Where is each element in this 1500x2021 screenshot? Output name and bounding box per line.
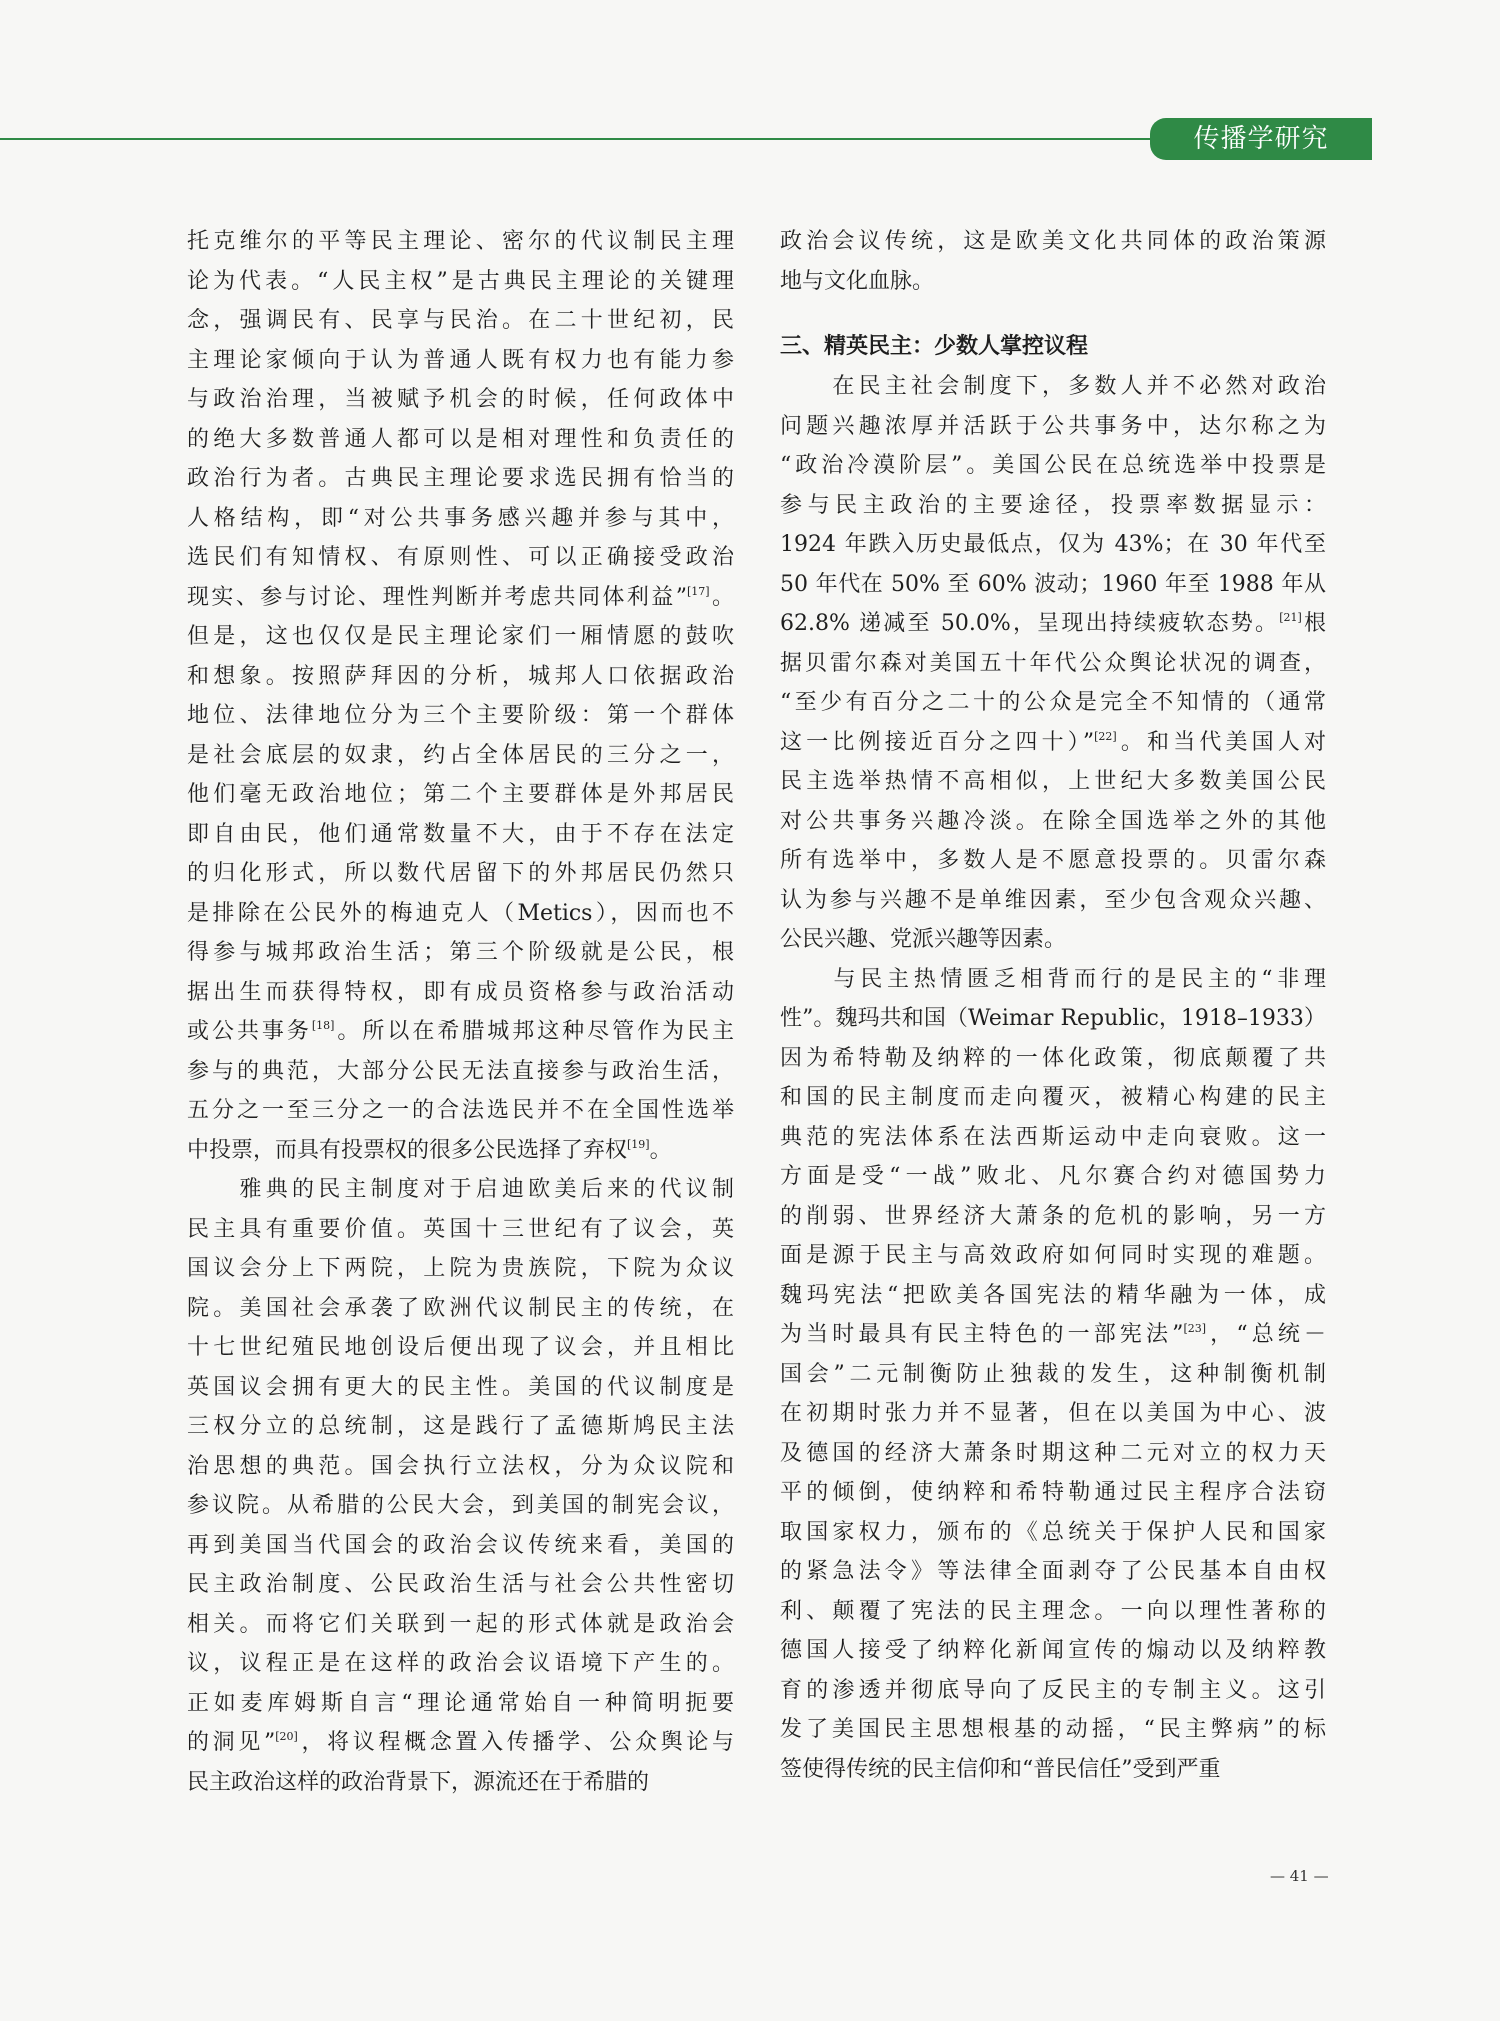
text-line: 国会”二元制衡防止独裁的发生，这种制衡机制 <box>780 1361 1326 1387</box>
text-line: 和想象。按照萨拜因的分析，城邦人口依据政治 <box>187 663 734 689</box>
text-line: 平的倾倒，使纳粹和希特勒通过民主程序合法窃 <box>780 1480 1326 1505</box>
text-line: 十七世纪殖民地创设后便出现了议会，并且相比 <box>187 1335 734 1360</box>
text-line: 的削弱、世界经济大萧条的危机的影响，另一方 <box>780 1203 1326 1229</box>
text-line: 英国议会拥有更大的民主性。美国的代议制度是 <box>187 1374 734 1400</box>
citation-marker: [17] <box>686 584 710 598</box>
text-line: 性”。魏玛共和国（Weimar Republic，1918–1933） <box>780 1006 1326 1031</box>
line-segment: 中投票，而具有投票权的很多公民选择了弃权 <box>187 1137 628 1163</box>
text-line: 民主具有重要价值。英国十三世纪有了议会，英 <box>187 1216 734 1242</box>
text-line <box>187 578 734 618</box>
header-rule <box>0 138 1164 140</box>
text-line: 托克维尔的平等民主理论、密尔的代议制民主理 <box>187 229 734 254</box>
line-segment: 这一比例接近百分之四十）” <box>780 729 1095 755</box>
text-line: “至少有百分之二十的公众是完全不知情的（通常 <box>780 690 1326 715</box>
text-line: 问题兴趣浓厚并活跃于公共事务中，达尔称之为 <box>780 413 1326 439</box>
citation-marker: [22] <box>1094 729 1117 743</box>
text-line: 选民们有知情权、有原则性、可以正确接受政治 <box>187 545 734 570</box>
text-line: 1924 年跌入历史最低点，仅为 43%；在 30 年代至 <box>780 532 1326 557</box>
text-line: 但是，这也仅仅是民主理论家们一厢情愿的鼓吹 <box>187 624 734 649</box>
citation-marker: [20] <box>275 1730 298 1743</box>
left-column <box>187 222 734 1802</box>
left-column-body <box>187 222 734 1802</box>
right-column <box>780 222 1326 1789</box>
text-line: 三权分立的总统制，这是践行了孟德斯鸠民主法 <box>187 1414 734 1439</box>
text-line: 取国家权力，颁布的《总统关于保护人民和国家 <box>780 1519 1326 1545</box>
line-segment: 62.8% 递减至 50.0%，呈现出持续疲软态势。 <box>780 611 1280 636</box>
text-line: 政治会议传统，这是欧美文化共同体的政治策源 <box>780 229 1326 254</box>
line-segment: 。 <box>709 584 734 610</box>
line-segment: 。和当代美国人对 <box>1116 729 1326 755</box>
text-line: 人格结构，即“对公共事务感兴趣并参与其中， <box>187 505 734 531</box>
text-line: 利、颠覆了宪法的民主理念。一向以理性著称的 <box>780 1598 1326 1624</box>
text-line: 的绝大多数普通人都可以是相对理性和负责任的 <box>187 426 734 452</box>
line-segment: 现实、参与讨论、理性判断并考虑共同体利益” <box>187 584 687 610</box>
text-line: 因为希特勒及纳粹的一体化政策，彻底颠覆了共 <box>780 1045 1326 1071</box>
text-line: 地位、法律地位分为三个主要阶级：第一个群体 <box>187 703 734 728</box>
text-line <box>187 1723 734 1763</box>
text-line: 德国人接受了纳粹化新闻宣传的煽动以及纳粹教 <box>780 1638 1326 1663</box>
section-tag: 传播学研究 <box>1150 118 1372 160</box>
text-line: 的紧急法令》等法律全面剥夺了公民基本自由权 <box>780 1559 1326 1584</box>
text-line: 五分之一至三分之一的合法选民并不在全国性选举 <box>187 1098 734 1123</box>
text-line: 发了美国民主思想根基的动摇，“民主弊病”的标 <box>780 1717 1326 1742</box>
text-line: 他们毫无政治地位；第二个主要群体是外邦居民 <box>187 782 734 807</box>
text-line <box>187 1012 734 1052</box>
line-segment: 或公共事务 <box>187 1019 312 1044</box>
text-line: 典范的宪法体系在法西斯运动中走向衰败。这一 <box>780 1124 1326 1150</box>
paragraph <box>187 222 734 1170</box>
line-segment: 为当时最具有民主特色的一部宪法” <box>780 1322 1184 1347</box>
citation-marker: [19] <box>627 1137 650 1151</box>
text-line: 对公共事务兴趣冷淡。在除全国选举之外的其他 <box>780 808 1326 834</box>
text-line: 认为参与兴趣不是单维因素，至少包含观众兴趣、 <box>780 887 1326 913</box>
text-line: 民主政治这样的政治背景下，源流还在于希腊的 <box>187 1769 650 1795</box>
citation-marker: [21] <box>1279 611 1302 624</box>
text-line: 论为代表。“人民主权”是古典民主理论的关键理 <box>187 268 734 294</box>
page-number: — 41 — <box>1270 1867 1329 1885</box>
line-segment: 。 <box>649 1137 672 1163</box>
text-line: 再到美国当代国会的政治会议传统来看，美国的 <box>187 1532 734 1558</box>
text-line: 与民主热情匮乏相背而行的是民主的“非理 <box>780 966 1326 992</box>
text-line: 政治行为者。古典民主理论要求选民拥有恰当的 <box>187 466 734 491</box>
text-line <box>187 1131 734 1171</box>
text-line: 50 年代在 50% 至 60% 波动；1960 年至 1988 年从 <box>780 571 1326 597</box>
text-line: 所有选举中，多数人是不愿意投票的。贝雷尔森 <box>780 848 1326 873</box>
line-segment: 根 <box>1301 611 1326 636</box>
text-line: 得参与城邦政治生活；第三个阶级就是公民，根 <box>187 940 734 965</box>
text-line: 及德国的经济大萧条时期这种二元对立的权力天 <box>780 1440 1326 1466</box>
text-line: 面是源于民主与高效政府如何同时实现的难题。 <box>780 1243 1326 1268</box>
text-line: 是社会底层的奴隶，约占全体居民的三分之一， <box>187 742 734 768</box>
text-line: 在初期时张力并不显著，但在以美国为中心、波 <box>780 1401 1326 1426</box>
text-line: 议，议程正是在这样的政治会议语境下产生的。 <box>187 1651 734 1676</box>
text-line: 是排除在公民外的梅迪克人（Metics），因而也不 <box>187 900 734 926</box>
right-column-body <box>780 367 1326 1789</box>
paragraph <box>780 367 1326 960</box>
text-line: 的归化形式，所以数代居留下的外邦居民仍然只 <box>187 861 734 886</box>
paragraph <box>780 960 1326 1790</box>
text-line: 据出生而获得特权，即有成员资格参与政治活动 <box>187 979 734 1005</box>
text-line: 方面是受“一战”败北、凡尔赛合约对德国势力 <box>780 1164 1326 1189</box>
text-line: 民主选举热情不高相似，上世纪大多数美国公民 <box>780 769 1326 794</box>
section-heading: 三、精英民主：少数人掌控议程 <box>780 334 1089 359</box>
text-line: 正如麦库姆斯自言“理论通常始自一种简明扼要 <box>187 1690 734 1716</box>
text-line: 地与文化血脉。 <box>780 268 935 294</box>
text-line <box>780 1315 1326 1355</box>
line-segment: ，“总统－ <box>1206 1322 1326 1347</box>
text-line: 主理论家倾向于认为普通人既有权力也有能力参 <box>187 347 734 373</box>
text-line <box>780 604 1326 644</box>
citation-marker: [18] <box>311 1019 335 1032</box>
text-line: 和国的民主制度而走向覆灭，被精心构建的民主 <box>780 1085 1326 1110</box>
text-line: 与政治治理，当被赋予机会的时候，任何政体中 <box>187 387 734 412</box>
line-segment: 。所以在希腊城邦这种尽管作为民主 <box>334 1019 734 1044</box>
citation-marker: [23] <box>1183 1322 1207 1335</box>
text-line: 治思想的典范。国会执行立法权，分为众议院和 <box>187 1453 734 1479</box>
text-line: 即自由民，他们通常数量不大，由于不存在法定 <box>187 821 734 847</box>
text-line: “政治冷漠阶层”。美国公民在总统选举中投票是 <box>780 453 1326 478</box>
text-line: 民主政治制度、公民政治生活与社会公共性密切 <box>187 1572 734 1597</box>
text-line: 签使得传统的民主信仰和“普民信任”受到严重 <box>780 1756 1221 1782</box>
text-line: 育的渗透并彻底导向了反民主的专制主义。这引 <box>780 1677 1326 1703</box>
text-line: 公民兴趣、党派兴趣等因素。 <box>780 927 1067 952</box>
text-line: 参议院。从希腊的公民大会，到美国的制宪会议， <box>187 1493 734 1518</box>
text-line: 雅典的民主制度对于启迪欧美后来的代议制 <box>187 1177 734 1202</box>
text-line: 院。美国社会承袭了欧洲代议制民主的传统，在 <box>187 1295 734 1321</box>
text-line: 国议会分上下两院，上院为贵族院，下院为众议 <box>187 1256 734 1281</box>
text-line <box>780 723 1326 763</box>
right-column-intro <box>780 222 1326 301</box>
text-line: 念，强调民有、民享与民治。在二十世纪初，民 <box>187 308 734 333</box>
text-line: 据贝雷尔森对美国五十年代公众舆论状况的调查， <box>780 650 1326 676</box>
text-line: 参与的典范，大部分公民无法直接参与政治生活， <box>187 1058 734 1084</box>
text-line: 魏玛宪法“把欧美各国宪法的精华融为一体，成 <box>780 1282 1326 1308</box>
paragraph <box>780 222 1326 301</box>
paragraph <box>187 1170 734 1802</box>
text-line: 在民主社会制度下，多数人并不必然对政治 <box>780 374 1326 399</box>
line-segment: 的洞见” <box>187 1730 276 1755</box>
line-segment: ，将议程概念置入传播学、公众舆论与 <box>297 1730 734 1755</box>
text-line: 相关。而将它们关联到一起的形式体就是政治会 <box>187 1611 734 1637</box>
text-line: 参与民主政治的主要途径，投票率数据显示： <box>780 492 1326 518</box>
